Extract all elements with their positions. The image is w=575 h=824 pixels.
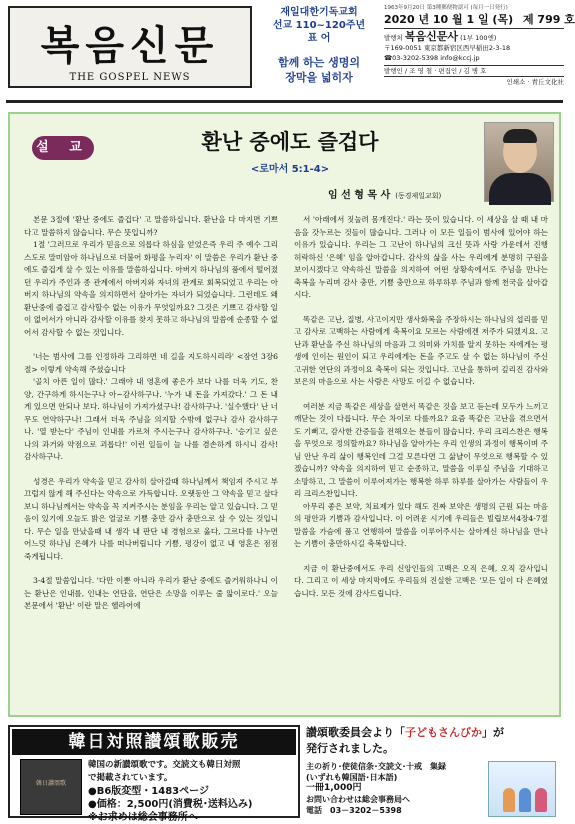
ad-line: 韓国の新讃頌歌です。交読文も韓日対照	[88, 760, 241, 770]
sermon-article	[8, 112, 561, 717]
paragraph: 성경은 우리가 약속을 믿고 감사히 살아갈때 하나님께서 책임져 주시고 부끄럽지 않게 해 주신다는 약속으로 가득합니다. 오랫동안 그 약속을 믿고 살다보니 하나님께서는 약속을 꼭 지켜주시는 분임을 우리는 알고 있습니다. 그 믿음이 있기에 오늘도 밝은 얼굴로 기쁨 충만 감사 충만으로 살 수 있는 것입니다. 무슨 일을 만났을때 내 생각 내 판단 내 경험으로 옳다, 그르다를 나누면 어느덧 하나님 은혜가 나를 떠나버립니다 기쁨, 평강이 없고 내 영혼은 점점 죽게됩니다.	[24, 476, 278, 561]
paragraph: 서 '아래에서 짓눌려 몸개진다.' 라는 뜻이 있습니다. 이 세상을 살 때 내 마음을 갓누르는 것들이 많습니다. 그러나 이 모든 일들이 범사에 있어야 하는 이유가 있습니다. 우리는 그 고난이 하나님의 크신 뜻과 사랑 가운데서 진행 허락하신 '은혜' 임을 알아갑니다. 감사의 삶을 사는 우리에게 분명히 구원을 보이시겠다고 약속하신 말씀을 의지하여 어떤 상황속에서도 주님을 만나는 축복을 누리며 감사 충만, 기쁨 충만으로 하루하루 주님과 함께 천국을 살아갑시다.	[294, 215, 548, 299]
phone-email: ☎03-3202-5398 info@kccj.jp	[384, 54, 480, 62]
title-suffix: 」が	[482, 726, 504, 739]
newspaper-title: 복음신문	[40, 22, 220, 69]
author-photo	[484, 122, 554, 202]
author-affiliation: (동경제일교회)	[395, 192, 442, 200]
paragraph: 지금 이 환난중에서도 우리 신앙인들의 고백은 오직 은혜, 오직 감사입니다. 그리고 이 세상 마지막에도 우리들의 진실한 고백은 '모든 일이 다 은혜였습니다. 모든 것에 감사드립니다.	[294, 563, 548, 598]
publisher-line	[384, 32, 564, 43]
ad-line: 主の祈り･使徒信条･交読文･十戒 集録	[306, 762, 446, 771]
motto-label: 표 어	[307, 33, 331, 44]
paragraph: 똑같은 고난, 질병, 사고이지만 생사화복을 주장하시는 하나님의 섭리를 믿고 감사로 고백하는 사람에게 축복이요 모르는 사람에겐 저주가 되겠지요. 고난과 환난을 주신 하나님의 마음과 그 의미와 가치를 알지 못하는 자에게는 평생에 인이는 원인이 되고 우리에게는 돈을 주고도 살 수 없는 하나님이 주신 고귀한 연단의 과정이요 축복이 되는 것입니다. 고난을 통하여 깊리진 감사와 보은의 마음으로 사는 사람은 사망도 이길 수 없습니다.	[294, 314, 548, 386]
sermon-column-right	[294, 214, 548, 714]
issue-number: 제 799 호	[522, 13, 575, 26]
slogan-line2: 장막을 넓히자	[285, 71, 353, 84]
publisher-label: 발행처	[384, 34, 403, 42]
registration-note: 1963年9月20日 第3種郵便物認可 (毎月一日発行)	[384, 5, 508, 11]
paragraph: '너는 범사에 그를 인정하라 그리하면 네 길을 지도하시리라' <잠언 3장6절> 이렇게 약속해 주셨습니다	[24, 352, 278, 374]
address: 〒169-0051 東京都新宿区西早稲田2-3-18	[384, 44, 511, 52]
price: (1부 100엔)	[460, 34, 497, 42]
childrens-hymnal-ad	[306, 725, 561, 818]
childrens-ad-text	[306, 761, 476, 816]
mission-years: 선교 110~120주년	[272, 20, 366, 31]
title-highlight: 子どもさんびか	[405, 726, 482, 739]
church-motto	[260, 6, 378, 85]
ad-price: 一冊1,000円	[306, 783, 362, 793]
sermon-column-left	[24, 214, 278, 714]
hymnal-book-image	[20, 759, 82, 815]
paragraph: 본문 3절에 '환난 중에도 즐겁다' 고 말씀하십니다. 환난을 다 마지면 기쁘다고 말씀하지 않습니다. 무슨 뜻입니까?	[24, 215, 278, 237]
hymnal-ad	[8, 725, 300, 823]
slogan-line1: 함께 하는 생명의	[277, 56, 361, 69]
book-label: 韓日讃頌歌	[35, 780, 66, 787]
paragraph: 아무리 좋은 보약, 치료제가 있다 해도 진짜 보약은 생명의 근원 되는 마음의 평안과 기쁨과 감사입니다. 이 어려운 시기에 우리들은 빌립보서4장4-7절 말씀을 가슴에 품고 연행하여 말씀을 이루어주시는 살아계신 하나님을 만나는 기쁨이 충만하시길 축복합니다.	[294, 501, 548, 548]
church-name: 재일대한기독교회	[280, 7, 358, 18]
masthead-divider	[6, 100, 563, 103]
publication-info	[384, 4, 575, 87]
sermon-badge: 설 교	[32, 136, 94, 160]
paragraph: 3-4절 말씀입니다. '다만 이뿐 아니라 우리가 환난 중에도 즐거워하나니 이는 환난은 인내를, 인내는 연단을, 연단은 소망을 이루는 줄 앎이로다.' 오늘 본문에서 '환난' 이란 말은 헬라어에	[24, 576, 278, 610]
paragraph: 1절 '그러므로 우리가 믿음으로 의롭다 하심을 얻었은즉 우리 주 예수 그리스도로 말미암아 하나님으로 더불어 화평을 누리자' 이 말씀은 우리가 환난 중에도 즐겁게 살 수 있는 이유를 말씀하십니다. 아버지 하나님의 품에서 떨어졌던 우리가 주인과 종 관계에서 아버지와 자녀의 관계로 회복되었고 우리는 아버지 하나님의 약속을 의지하면서 살아가는 자녀가 되었습니다. 그런데도 왜 환난중에 즐겁고 감사할수 없는 이유가 무엇일까요? 그것은 기쁘고 감사할 일이 없어서가 아니라 감사할 이유를 찾지 못하고 하나님의 말씀에 순종할 수 없어서 감사할 수 없는 것입니다.	[24, 240, 278, 337]
paragraph: 여러분 지금 똑같은 세상을 살면서 똑같은 것을 보고 듣는데 모두가 느끼고 깨닫는 것이 다릅니다. 무슨 차이로 다를까요? 요즘 똑같은 고난을 겪으면서도 기뻐고, 감사한 간증들을 전해오는 분들이 많습니다. 우리 크리스찬은 행복을 무엇으로 정의할까요? 하나님을 알아가는 우리 인생의 과정이 행복이며 주님 안난 우리 삶이 행복인데 그걸 모른다면 그 삶냘이 무엇으로 행복할 수 있겠습니까? 약속을 의지하여 믿고 순종하고, 말씀을 이루실 주님을 기대하고 소망하고, 그 말씀이 이루어져가는 행복한 하루 하루를 살아가는 사람들이 우리 크리스찬입니다.	[294, 401, 548, 498]
scripture-reference: <로마서 5:1-4>	[250, 164, 330, 175]
logo	[8, 6, 252, 88]
publisher-name: 복음신문사	[404, 30, 459, 43]
childrens-hymnal-cover	[488, 761, 556, 817]
ad-line: ●B6版変型・1483ページ	[88, 786, 209, 797]
ad-line: (いずれも韓国語･日本語)	[306, 773, 398, 782]
ad-line: お問い合わせは総会事務局へ	[306, 795, 410, 804]
staff-line: 발행인 / 조 영 철 · 편집인 / 김 병 호	[384, 65, 564, 77]
ad-line: で掲載されています。	[88, 773, 173, 783]
sermon-title: 환난 중에도 즐겁다	[201, 129, 379, 154]
paragraph: '골치 아픈 일이 많다.' 그래야 내 영혼에 좋은가 보다 나를 더욱 기도, 찬양, 간구하게 하시는구나 아~감사하구나. '누가 내 돈을 가져갔다.' 그 돈 내게 있으면 안되나 보다. 하나님이 가져가셨구나! 감사하구나. '실수했다' 난 너무도 연약하구나! 그래서 더욱 주님을 의지할 수밖에 없구나 감사 감사하구나. '열 받는다' 주님이 인내를 가르쳐 주시는구나 감사하구나. '승기고 싶은 나의 과거와 약점으로 괴롭다!' 이런 일들이 늘 나를 겸손하게 하시니 감사! 감사하구나.	[24, 377, 278, 461]
newspaper-subtitle: THE GOSPEL NEWS	[69, 72, 191, 83]
title-line2: 発行されました。	[306, 742, 394, 755]
ad-line: ※お求めは総会事務所へ	[88, 812, 198, 823]
ad-price: ●価格：2,500円(消費税･送料込み)	[88, 799, 253, 810]
issue-date-line	[384, 12, 575, 29]
printer: 인쇄소 · 青丘文化社	[506, 78, 564, 86]
masthead	[0, 0, 575, 100]
issue-date: 2020 년 10 월 1 일 (목)	[384, 13, 514, 26]
author-line	[328, 186, 441, 201]
childrens-ad-title	[306, 725, 561, 757]
hymnal-ad-text	[88, 759, 298, 824]
hymnal-ad-banner: 韓日対照讃頌歌販売	[12, 729, 296, 755]
ad-phone: 電話 03－3202－5398	[306, 806, 402, 815]
author-name: 임 선 형 목 사	[328, 190, 391, 201]
title-prefix: 讃頌歌委員会より「	[306, 726, 405, 739]
